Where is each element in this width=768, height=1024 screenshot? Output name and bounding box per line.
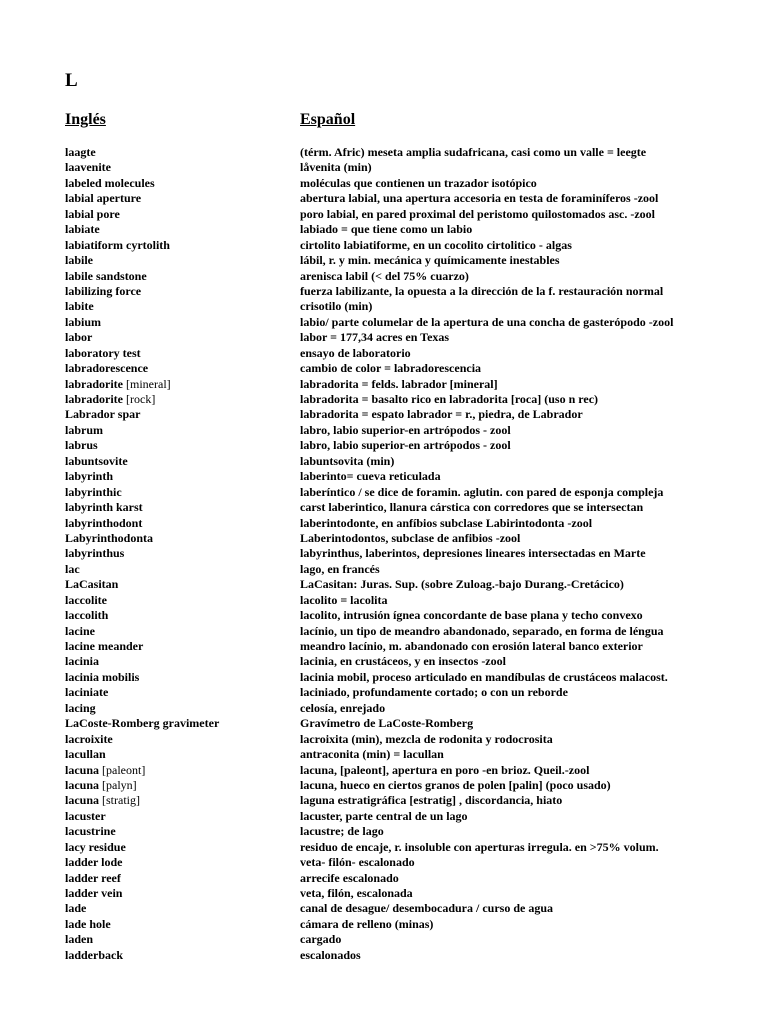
english-term bbox=[65, 670, 293, 685]
glossary-row bbox=[0, 222, 768, 237]
english-term bbox=[65, 546, 293, 561]
english-term-word: labor bbox=[65, 330, 93, 345]
spanish-definition: labradorita = basalto rico en labradorita [roca] (uso n rec) bbox=[300, 392, 599, 406]
english-term-word: ladder lode bbox=[65, 855, 123, 870]
english-term bbox=[65, 593, 293, 608]
glossary-row bbox=[0, 485, 768, 500]
glossary-row bbox=[0, 793, 768, 808]
spanish-definition: meandro lacínio, m. abandonado con erosión lateral banco exterior bbox=[300, 639, 643, 653]
spanish-definition: laguna estratigráfica [estratig] , discordancia, hiato bbox=[300, 793, 563, 808]
english-term-word: labite bbox=[65, 299, 94, 314]
glossary-row bbox=[0, 840, 768, 855]
english-term bbox=[65, 531, 293, 546]
spanish-definition: escalonados bbox=[300, 947, 361, 962]
english-term-word: labium bbox=[65, 314, 102, 329]
english-term-word: lacy residue bbox=[65, 839, 126, 854]
english-term-word: lacuna bbox=[65, 793, 100, 808]
glossary-row bbox=[0, 392, 768, 407]
english-term bbox=[65, 654, 293, 669]
spanish-definition: abertura labial, una apertura accesoria en testa de foraminíferos -zool bbox=[300, 191, 659, 206]
glossary-row bbox=[0, 948, 768, 963]
glossary-row bbox=[0, 315, 768, 330]
english-term-word: labyrinthic bbox=[65, 484, 122, 499]
spanish-definition: carst laberintico, llanura cárstica con corredores que se intersectan bbox=[300, 500, 644, 515]
section-letter: L bbox=[65, 70, 78, 91]
spanish-definition: lago, en francés bbox=[300, 561, 380, 576]
spanish-definition: (térm. Afric) meseta amplia sudafricana, casi como un valle = leegte bbox=[300, 145, 647, 159]
english-term-word: LaCasitan bbox=[65, 577, 119, 592]
english-term bbox=[65, 299, 293, 314]
spanish-definition: laciniado, profundamente cortado; o con un reborde bbox=[300, 685, 568, 700]
spanish-definition: residuo de encaje, r. insoluble con aperturas irregula. en >75% volum. bbox=[300, 839, 659, 854]
english-term bbox=[65, 716, 293, 731]
glossary-row bbox=[0, 701, 768, 716]
glossary-row bbox=[0, 855, 768, 870]
english-term bbox=[65, 840, 293, 855]
english-term bbox=[65, 948, 293, 963]
spanish-definition: arrecife escalonado bbox=[300, 870, 399, 885]
english-term-word: labrus bbox=[65, 438, 98, 453]
english-term bbox=[65, 145, 293, 160]
english-term-word: laavenite bbox=[65, 160, 111, 175]
english-term bbox=[65, 624, 293, 639]
english-term-word: laccolith bbox=[65, 608, 109, 623]
english-term bbox=[65, 886, 293, 901]
english-term bbox=[65, 747, 293, 762]
english-term-word: ladder vein bbox=[65, 886, 123, 900]
glossary-row bbox=[0, 176, 768, 191]
glossary-row bbox=[0, 423, 768, 438]
english-term-word: Labyrinthodonta bbox=[65, 530, 154, 545]
spanish-definition: labro, labio superior-en artrópodos - zool bbox=[300, 422, 511, 437]
english-term bbox=[65, 608, 293, 623]
glossary-row bbox=[0, 624, 768, 639]
english-term-word: labradorescence bbox=[65, 361, 149, 376]
english-term bbox=[65, 932, 293, 947]
english-term bbox=[65, 778, 293, 793]
english-term-word: lacroixite bbox=[65, 731, 113, 746]
glossary-row bbox=[0, 299, 768, 314]
glossary-row bbox=[0, 330, 768, 345]
spanish-definition: veta, filón, escalonada bbox=[300, 886, 413, 900]
english-term bbox=[65, 500, 293, 515]
glossary-row bbox=[0, 531, 768, 546]
spanish-definition: Laberintodontos, subclase de anfibios -zool bbox=[300, 530, 521, 545]
spanish-definition: labio/ parte columelar de la apertura de una concha de gasterópodo -zool bbox=[300, 314, 674, 329]
english-term-word: lacinia mobilis bbox=[65, 669, 140, 684]
english-term-word: lacine meander bbox=[65, 639, 144, 653]
spanish-definition: antraconita (min) = lacullan bbox=[300, 747, 444, 762]
english-term-word: ladder reef bbox=[65, 870, 121, 885]
glossary-row bbox=[0, 438, 768, 453]
glossary-row bbox=[0, 269, 768, 284]
glossary-row bbox=[0, 562, 768, 577]
english-term-word: laciniate bbox=[65, 685, 109, 700]
glossary-row bbox=[0, 284, 768, 299]
english-term-word: lade hole bbox=[65, 916, 111, 931]
english-term-word: laccolite bbox=[65, 592, 107, 607]
glossary-row bbox=[0, 361, 768, 376]
spanish-definition: lacinia mobil, proceso articulado en mandíbulas de crustáceos malacost. bbox=[300, 669, 668, 684]
english-term-word: lacine bbox=[65, 623, 95, 638]
english-term-word: labiatiform cyrtolith bbox=[65, 237, 170, 252]
english-term-word: labuntsovite bbox=[65, 453, 128, 468]
english-term-word: labyrinth bbox=[65, 469, 114, 484]
english-term-word: labial pore bbox=[65, 206, 120, 221]
english-term-word: labile sandstone bbox=[65, 268, 147, 283]
spanish-definition: poro labial, en pared proximal del peristomo quilostomados asc. -zool bbox=[300, 206, 656, 221]
glossary-row bbox=[0, 824, 768, 839]
spanish-definition: canal de desague/ desembocadura / curso de agua bbox=[300, 901, 554, 916]
glossary-row bbox=[0, 639, 768, 654]
glossary-row bbox=[0, 191, 768, 206]
english-term-word: LaCoste-Romberg gravimeter bbox=[65, 716, 220, 731]
english-term-word: labyrinth karst bbox=[65, 500, 143, 515]
english-term-word: labilizing force bbox=[65, 283, 142, 298]
spanish-definition: lacroixita (min), mezcla de rodonita y rodocrosita bbox=[300, 731, 553, 746]
glossary-row bbox=[0, 253, 768, 268]
english-term bbox=[65, 207, 293, 222]
english-term bbox=[65, 269, 293, 284]
english-term-qualifier: [palyn] bbox=[102, 777, 137, 792]
english-term bbox=[65, 423, 293, 438]
english-term bbox=[65, 253, 293, 268]
english-term-word: lacustrine bbox=[65, 824, 116, 839]
english-term-word: labyrinthodont bbox=[65, 515, 143, 530]
english-term bbox=[65, 392, 293, 407]
english-term bbox=[65, 901, 293, 916]
spanish-definition: laberintodonte, en anfíbios subclase Labirintodonta -zool bbox=[300, 515, 593, 530]
english-term-word: Labrador spar bbox=[65, 407, 141, 422]
spanish-definition: laberinto= cueva reticulada bbox=[300, 469, 441, 484]
spanish-definition: crisotilo (min) bbox=[300, 299, 373, 314]
spanish-definition: lábil, r. y min. mecánica y químicamente inestables bbox=[300, 253, 560, 268]
spanish-definition: labiado = que tiene como un labio bbox=[300, 222, 473, 237]
glossary-row bbox=[0, 917, 768, 932]
spanish-definition: lacinia, en crustáceos, y en insectos -zool bbox=[300, 654, 506, 669]
spanish-definition: lacolito, intrusión ígnea concordante de base plana y techo convexo bbox=[300, 608, 643, 623]
english-term bbox=[65, 176, 293, 191]
spanish-definition: arenisca labil (< del 75% cuarzo) bbox=[300, 268, 469, 283]
english-term-qualifier: [mineral] bbox=[126, 376, 171, 391]
glossary-row bbox=[0, 145, 768, 160]
english-term bbox=[65, 438, 293, 453]
glossary-row bbox=[0, 670, 768, 685]
english-term bbox=[65, 377, 293, 392]
english-term-word: labradorite bbox=[65, 376, 123, 391]
english-term bbox=[65, 809, 293, 824]
spanish-definition: lacuna, hueco en ciertos granos de polen [palin] (poco usado) bbox=[300, 777, 611, 792]
glossary-row bbox=[0, 747, 768, 762]
english-term bbox=[65, 315, 293, 330]
english-term-word: labradorite bbox=[65, 392, 123, 406]
english-term bbox=[65, 222, 293, 237]
english-term-word: labrum bbox=[65, 422, 104, 437]
spanish-definition: veta- filón- escalonado bbox=[300, 855, 415, 870]
english-term-word: labiate bbox=[65, 222, 100, 237]
english-term-word: labial aperture bbox=[65, 191, 142, 206]
english-term bbox=[65, 732, 293, 747]
english-term bbox=[65, 577, 293, 592]
spanish-definition: Gravímetro de LaCoste-Romberg bbox=[300, 716, 474, 731]
spanish-definition: lacuster, parte central de un lago bbox=[300, 808, 468, 823]
english-term-word: lacinia bbox=[65, 654, 100, 669]
glossary-row bbox=[0, 932, 768, 947]
english-term-word: lacuster bbox=[65, 808, 106, 823]
glossary-row bbox=[0, 763, 768, 778]
column-header-spanish: Español bbox=[300, 111, 356, 128]
english-term bbox=[65, 516, 293, 531]
english-term-word: laboratory test bbox=[65, 345, 141, 360]
english-term bbox=[65, 191, 293, 206]
glossary-row bbox=[0, 346, 768, 361]
glossary-row bbox=[0, 871, 768, 886]
spanish-definition: cambio de color = labradorescencia bbox=[300, 361, 482, 376]
english-term-word: laden bbox=[65, 932, 94, 947]
english-term bbox=[65, 763, 293, 778]
english-term-word: ladderback bbox=[65, 947, 124, 962]
english-term bbox=[65, 238, 293, 253]
english-term bbox=[65, 685, 293, 700]
spanish-definition: cargado bbox=[300, 932, 342, 947]
english-term-qualifier: [paleont] bbox=[102, 762, 146, 777]
english-term bbox=[65, 855, 293, 870]
glossary-entries bbox=[0, 145, 768, 963]
glossary-row bbox=[0, 207, 768, 222]
spanish-definition: lacolito = lacolita bbox=[300, 592, 388, 607]
english-term-word: lacuna bbox=[65, 762, 100, 777]
glossary-row bbox=[0, 577, 768, 592]
english-term bbox=[65, 284, 293, 299]
spanish-definition: labor = 177,34 acres en Texas bbox=[300, 330, 450, 345]
column-header-english: Inglés bbox=[65, 111, 106, 128]
glossary-row bbox=[0, 407, 768, 422]
english-term bbox=[65, 701, 293, 716]
english-term-word: labyrinthus bbox=[65, 546, 125, 561]
spanish-definition: LaCasitan: Juras. Sup. (sobre Zuloag.-bajo Durang.-Cretácico) bbox=[300, 577, 624, 592]
english-term-word: labeled molecules bbox=[65, 175, 155, 190]
spanish-definition: moléculas que contienen un trazador isotópico bbox=[300, 175, 537, 190]
spanish-definition: labradorita = felds. labrador [mineral] bbox=[300, 376, 498, 391]
spanish-definition: lacuna, [paleont], apertura en poro -en brioz. Queil.-zool bbox=[300, 762, 590, 777]
spanish-definition: labyrinthus, laberintos, depresiones lineares intersectadas en Marte bbox=[300, 546, 646, 561]
spanish-definition: lacínio, un tipo de meandro abandonado, separado, en forma de léngua bbox=[300, 623, 664, 638]
english-term bbox=[65, 361, 293, 376]
glossary-row bbox=[0, 160, 768, 175]
english-term bbox=[65, 917, 293, 932]
glossary-row bbox=[0, 454, 768, 469]
glossary-row bbox=[0, 516, 768, 531]
english-term-qualifier: [stratig] bbox=[102, 793, 141, 808]
glossary-row bbox=[0, 500, 768, 515]
english-term bbox=[65, 824, 293, 839]
english-term-word: lacuna bbox=[65, 777, 100, 792]
english-term bbox=[65, 407, 293, 422]
spanish-definition: fuerza labilizante, la opuesta a la dirección de la f. restauración normal bbox=[300, 283, 664, 298]
english-term bbox=[65, 639, 293, 654]
glossary-row bbox=[0, 809, 768, 824]
glossary-row bbox=[0, 886, 768, 901]
glossary-row bbox=[0, 685, 768, 700]
english-term-qualifier: [rock] bbox=[126, 392, 156, 406]
glossary-row bbox=[0, 546, 768, 561]
glossary-row bbox=[0, 654, 768, 669]
spanish-definition: cirtolito labiatiforme, en un cocolito cirtolitico - algas bbox=[300, 237, 572, 252]
glossary-row bbox=[0, 593, 768, 608]
glossary-row bbox=[0, 377, 768, 392]
english-term-word: labile bbox=[65, 253, 94, 268]
english-term bbox=[65, 346, 293, 361]
glossary-row bbox=[0, 732, 768, 747]
english-term bbox=[65, 454, 293, 469]
glossary-row bbox=[0, 716, 768, 731]
spanish-definition: labro, labio superior-en artrópodos - zool bbox=[300, 438, 511, 453]
glossary-row bbox=[0, 469, 768, 484]
english-term-word: lade bbox=[65, 901, 87, 916]
english-term bbox=[65, 871, 293, 886]
english-term-word: lacing bbox=[65, 700, 96, 715]
spanish-definition: labradorita = espato labrador = r., piedra, de Labrador bbox=[300, 407, 583, 422]
english-term bbox=[65, 160, 293, 175]
english-term-word: laagte bbox=[65, 145, 96, 159]
spanish-definition: labuntsovita (min) bbox=[300, 453, 395, 468]
spanish-definition: cámara de relleno (minas) bbox=[300, 916, 434, 931]
spanish-definition: celosía, enrejado bbox=[300, 700, 386, 715]
spanish-definition: lacustre; de lago bbox=[300, 824, 384, 839]
glossary-row bbox=[0, 901, 768, 916]
spanish-definition: låvenita (min) bbox=[300, 160, 372, 175]
english-term-word: lacullan bbox=[65, 747, 106, 762]
glossary-row bbox=[0, 608, 768, 623]
glossary-row bbox=[0, 778, 768, 793]
spanish-definition: ensayo de laboratorio bbox=[300, 345, 411, 360]
english-term bbox=[65, 793, 293, 808]
spanish-definition: laberíntico / se dice de foramin. aglutin. con pared de esponja compleja bbox=[300, 484, 664, 499]
english-term-word: lac bbox=[65, 561, 80, 576]
english-term bbox=[65, 562, 293, 577]
glossary-row bbox=[0, 238, 768, 253]
english-term bbox=[65, 485, 293, 500]
english-term bbox=[65, 469, 293, 484]
english-term bbox=[65, 330, 293, 345]
